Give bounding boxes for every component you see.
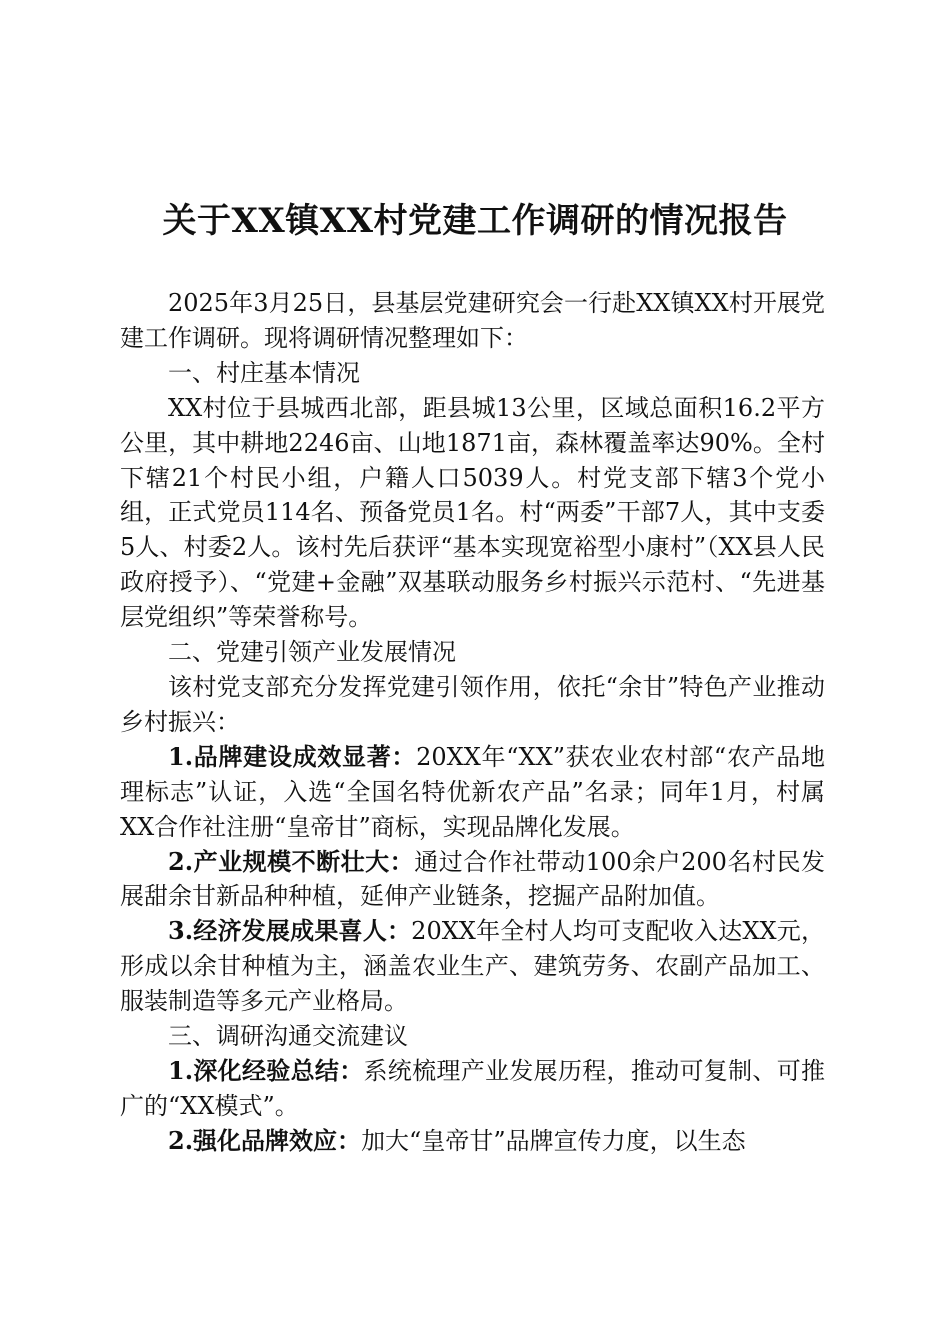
section1-paragraph: XX村位于县城西北部，距县城13公里，区域总面积16.2平方公里，其中耕地2246亩、山地1871亩，森林覆盖率达90%。全村下辖21个村民小组，户籍人口5039人。村党支部下辖3个党小组，正式党员114名、预备党员1名。村“两委”干部7人，其中支委5人、村委2人。该村先后获评“基本实现宽裕型小康村”（XX县人民政府授予）、“党建+金融”双基联动服务乡村振兴示范村、“先进基层党组织”等荣誉称号。 <box>120 393 825 632</box>
item-text: 20XX年“XX”获农业农村部“农产品地理标志”认证，入选“全国名特优新农产品”名录；同年1月，村属XX合作社注册“皇帝甘”商标，实现品牌化发展。 <box>120 742 825 841</box>
item-text: 20XX年全村人均可支配收入达XX元，形成以余甘种植为主，涵盖农业生产、建筑劳务、农副产品加工、服装制造等多元产业格局。 <box>120 917 825 1016</box>
section3-item <box>120 1054 825 1124</box>
section2-item <box>120 845 825 915</box>
section3-item <box>120 1124 825 1159</box>
item-text: 加大“皇帝甘”品牌宣传力度，以生态 <box>361 1126 746 1155</box>
section3-heading: 三、调研沟通交流建议 <box>168 1022 408 1051</box>
page-title: 关于XX镇XX村党建工作调研的情况报告 <box>162 201 788 241</box>
section1-heading: 一、村庄基本情况 <box>168 358 360 387</box>
item-lead: 1.深化经验总结： <box>168 1055 364 1085</box>
item-lead: 2.产业规模不断壮大： <box>168 846 415 876</box>
document-body <box>120 286 825 1159</box>
item-lead: 3.经济发展成果喜人： <box>168 916 412 946</box>
item-text: 通过合作社带动100余户200名村民发展甜余甘新品种种植，延伸产业链条，挖掘产品附加值。 <box>120 847 825 911</box>
section2-intro: 该村党支部充分发挥党建引领作用，依托“余甘”特色产业推动乡村振兴： <box>120 672 825 736</box>
section2-heading: 二、党建引领产业发展情况 <box>168 638 456 667</box>
item-lead: 2.强化品牌效应： <box>168 1125 362 1155</box>
section2-item <box>120 914 825 1019</box>
intro-paragraph: 2025年3月25日，县基层党建研究会一行赴XX镇XX村开展党建工作调研。现将调研情况整理如下： <box>120 289 825 352</box>
section2-item <box>120 740 825 845</box>
item-text: 系统梳理产业发展历程，推动可复制、可推广的“XX模式”。 <box>120 1056 825 1120</box>
item-lead: 1.品牌建设成效显著： <box>168 741 417 771</box>
